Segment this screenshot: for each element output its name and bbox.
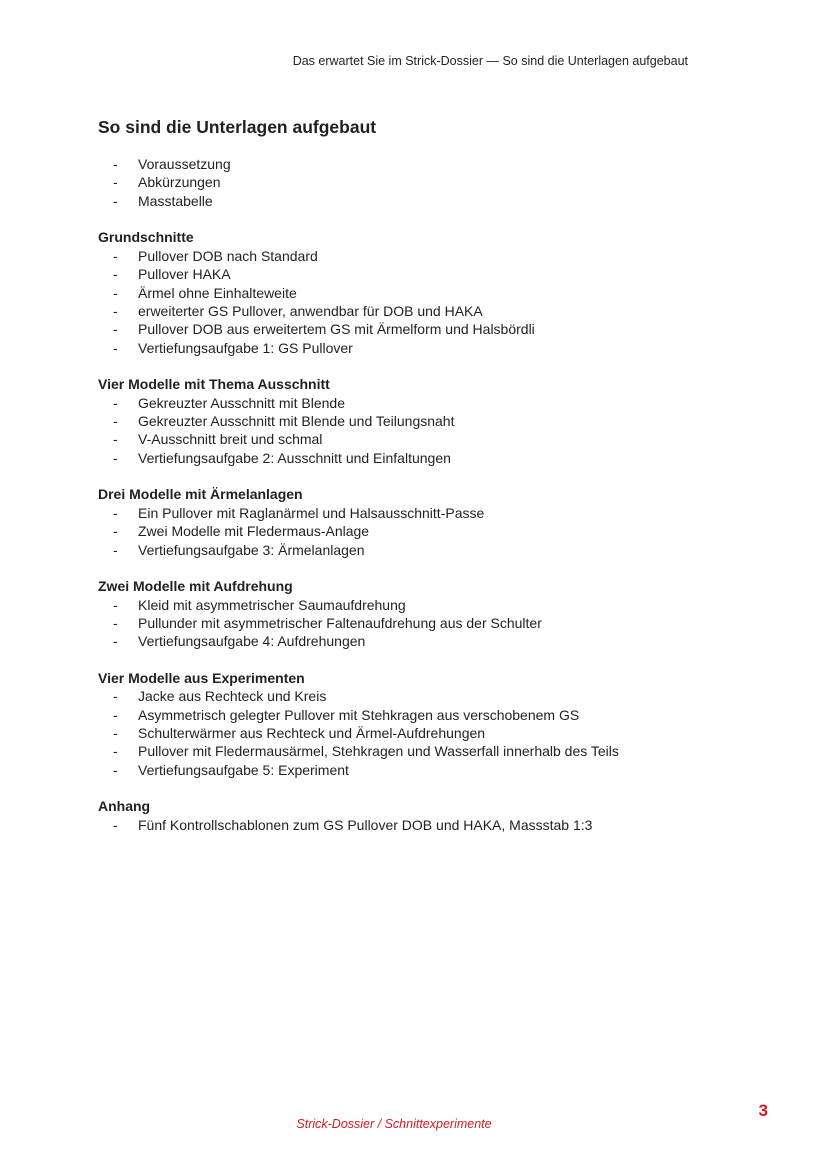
list-dash: -: [113, 688, 118, 705]
list-item: - Asymmetrisch gelegter Pullover mit Stehkragen aus verschobenem GS: [113, 706, 580, 723]
list-item: - Masstabelle: [113, 192, 213, 209]
list-item: - Pullover DOB aus erweitertem GS mit Ärmelform und Halsbördli: [113, 321, 535, 338]
section-list: [98, 816, 738, 834]
running-header: Das erwartet Sie im Strick-Dossier — So sind die Unterlagen aufgebaut: [292, 54, 688, 68]
section-heading: Grundschnitte: [98, 229, 194, 246]
intro-list: [98, 155, 738, 210]
list-dash: -: [113, 633, 118, 650]
list-dash: -: [113, 614, 118, 631]
list-item: - Pullunder mit asymmetrischer Faltenaufdrehung aus der Schulter: [113, 614, 542, 631]
list-item: - Kleid mit asymmetrischer Saumaufdrehung: [113, 596, 406, 613]
section-heading: Vier Modelle aus Experimenten: [98, 669, 305, 686]
list-dash: -: [113, 339, 118, 356]
list-item: - Vertiefungsaufgabe 5: Experiment: [113, 761, 349, 778]
list-dash: -: [113, 596, 118, 613]
list-item: - Vertiefungsaufgabe 2: Ausschnitt und Einfaltungen: [113, 449, 451, 466]
list-item: - Ärmel ohne Einhalteweite: [113, 284, 297, 301]
list-item: - Vertiefungsaufgabe 3: Ärmelanlagen: [113, 541, 365, 558]
footer-title: Strick-Dossier / Schnittexperimente: [296, 1117, 492, 1131]
list-item: - Zwei Modelle mit Fledermaus-Anlage: [113, 523, 370, 540]
section-heading: Zwei Modelle mit Aufdrehung: [98, 578, 293, 594]
list-dash: -: [113, 725, 118, 742]
list-dash: -: [113, 541, 118, 558]
list-dash: -: [113, 523, 118, 540]
list-dash: -: [113, 394, 118, 411]
list-dash: -: [113, 192, 118, 209]
section-list: [98, 247, 738, 357]
list-item: - Fünf Kontrollschablonen zum GS Pullover DOB und HAKA, Massstab 1:3: [113, 816, 593, 833]
section-experimente: [98, 669, 738, 780]
list-dash: -: [113, 156, 118, 172]
list-dash: -: [113, 816, 118, 833]
list-item: - V-Ausschnitt breit und schmal: [113, 431, 323, 448]
list-item: - Pullover HAKA: [113, 266, 231, 283]
section-heading: Vier Modelle mit Thema Ausschnitt: [98, 376, 330, 393]
section-list: [98, 504, 738, 559]
section-list: [98, 394, 738, 468]
list-item: - Pullover mit Fledermausärmel, Stehkragen und Wasserfall innerhalb des Teils: [113, 743, 619, 760]
list-item: - Gekreuzter Ausschnitt mit Blende: [113, 394, 345, 411]
list-dash: -: [113, 413, 118, 430]
list-dash: -: [113, 174, 118, 191]
list-dash: -: [113, 284, 118, 301]
section-ausschnitt: [98, 375, 738, 467]
list-item: - Schulterwärmer aus Rechteck und Ärmel-Aufdrehungen: [113, 725, 486, 742]
list-dash: -: [113, 431, 118, 448]
intro-section: [98, 155, 738, 210]
list-item: - Ein Pullover mit Raglanärmel und Halsausschnitt-Passe: [113, 504, 485, 521]
list-item: - Pullover DOB nach Standard: [113, 247, 318, 264]
section-list: [98, 596, 738, 651]
list-dash: -: [113, 302, 118, 319]
list-item: - Gekreuzter Ausschnitt mit Blende und Teilungsnaht: [113, 413, 455, 430]
section-grundschnitte: [98, 228, 738, 357]
list-item: - Jacke aus Rechteck und Kreis: [113, 688, 327, 705]
list-dash: -: [113, 247, 118, 264]
content-area: [98, 116, 738, 852]
list-dash: -: [113, 449, 118, 466]
section-anhang: [98, 797, 738, 834]
list-item: - Abkürzungen: [113, 174, 221, 191]
section-aufdrehung: [98, 577, 738, 651]
list-dash: -: [113, 761, 118, 778]
list-dash: -: [113, 266, 118, 283]
list-dash: -: [113, 706, 118, 723]
list-dash: -: [113, 321, 118, 338]
list-item: - Vertiefungsaufgabe 1: GS Pullover: [113, 339, 353, 356]
list-item: - Voraussetzung: [113, 156, 231, 172]
section-heading: Anhang: [98, 798, 151, 815]
section-aermelanlagen: [98, 485, 738, 559]
list-item: - erweiterter GS Pullover, anwendbar für DOB und HAKA: [113, 302, 483, 319]
section-list: [98, 687, 738, 779]
page-number: 3: [758, 1101, 768, 1120]
section-heading: Drei Modelle mit Ärmelanlagen: [98, 486, 303, 503]
list-dash: -: [113, 504, 118, 521]
list-item: - Vertiefungsaufgabe 4: Aufdrehungen: [113, 633, 366, 650]
list-dash: -: [113, 743, 118, 760]
page-title: So sind die Unterlagen aufgebaut: [98, 117, 377, 137]
